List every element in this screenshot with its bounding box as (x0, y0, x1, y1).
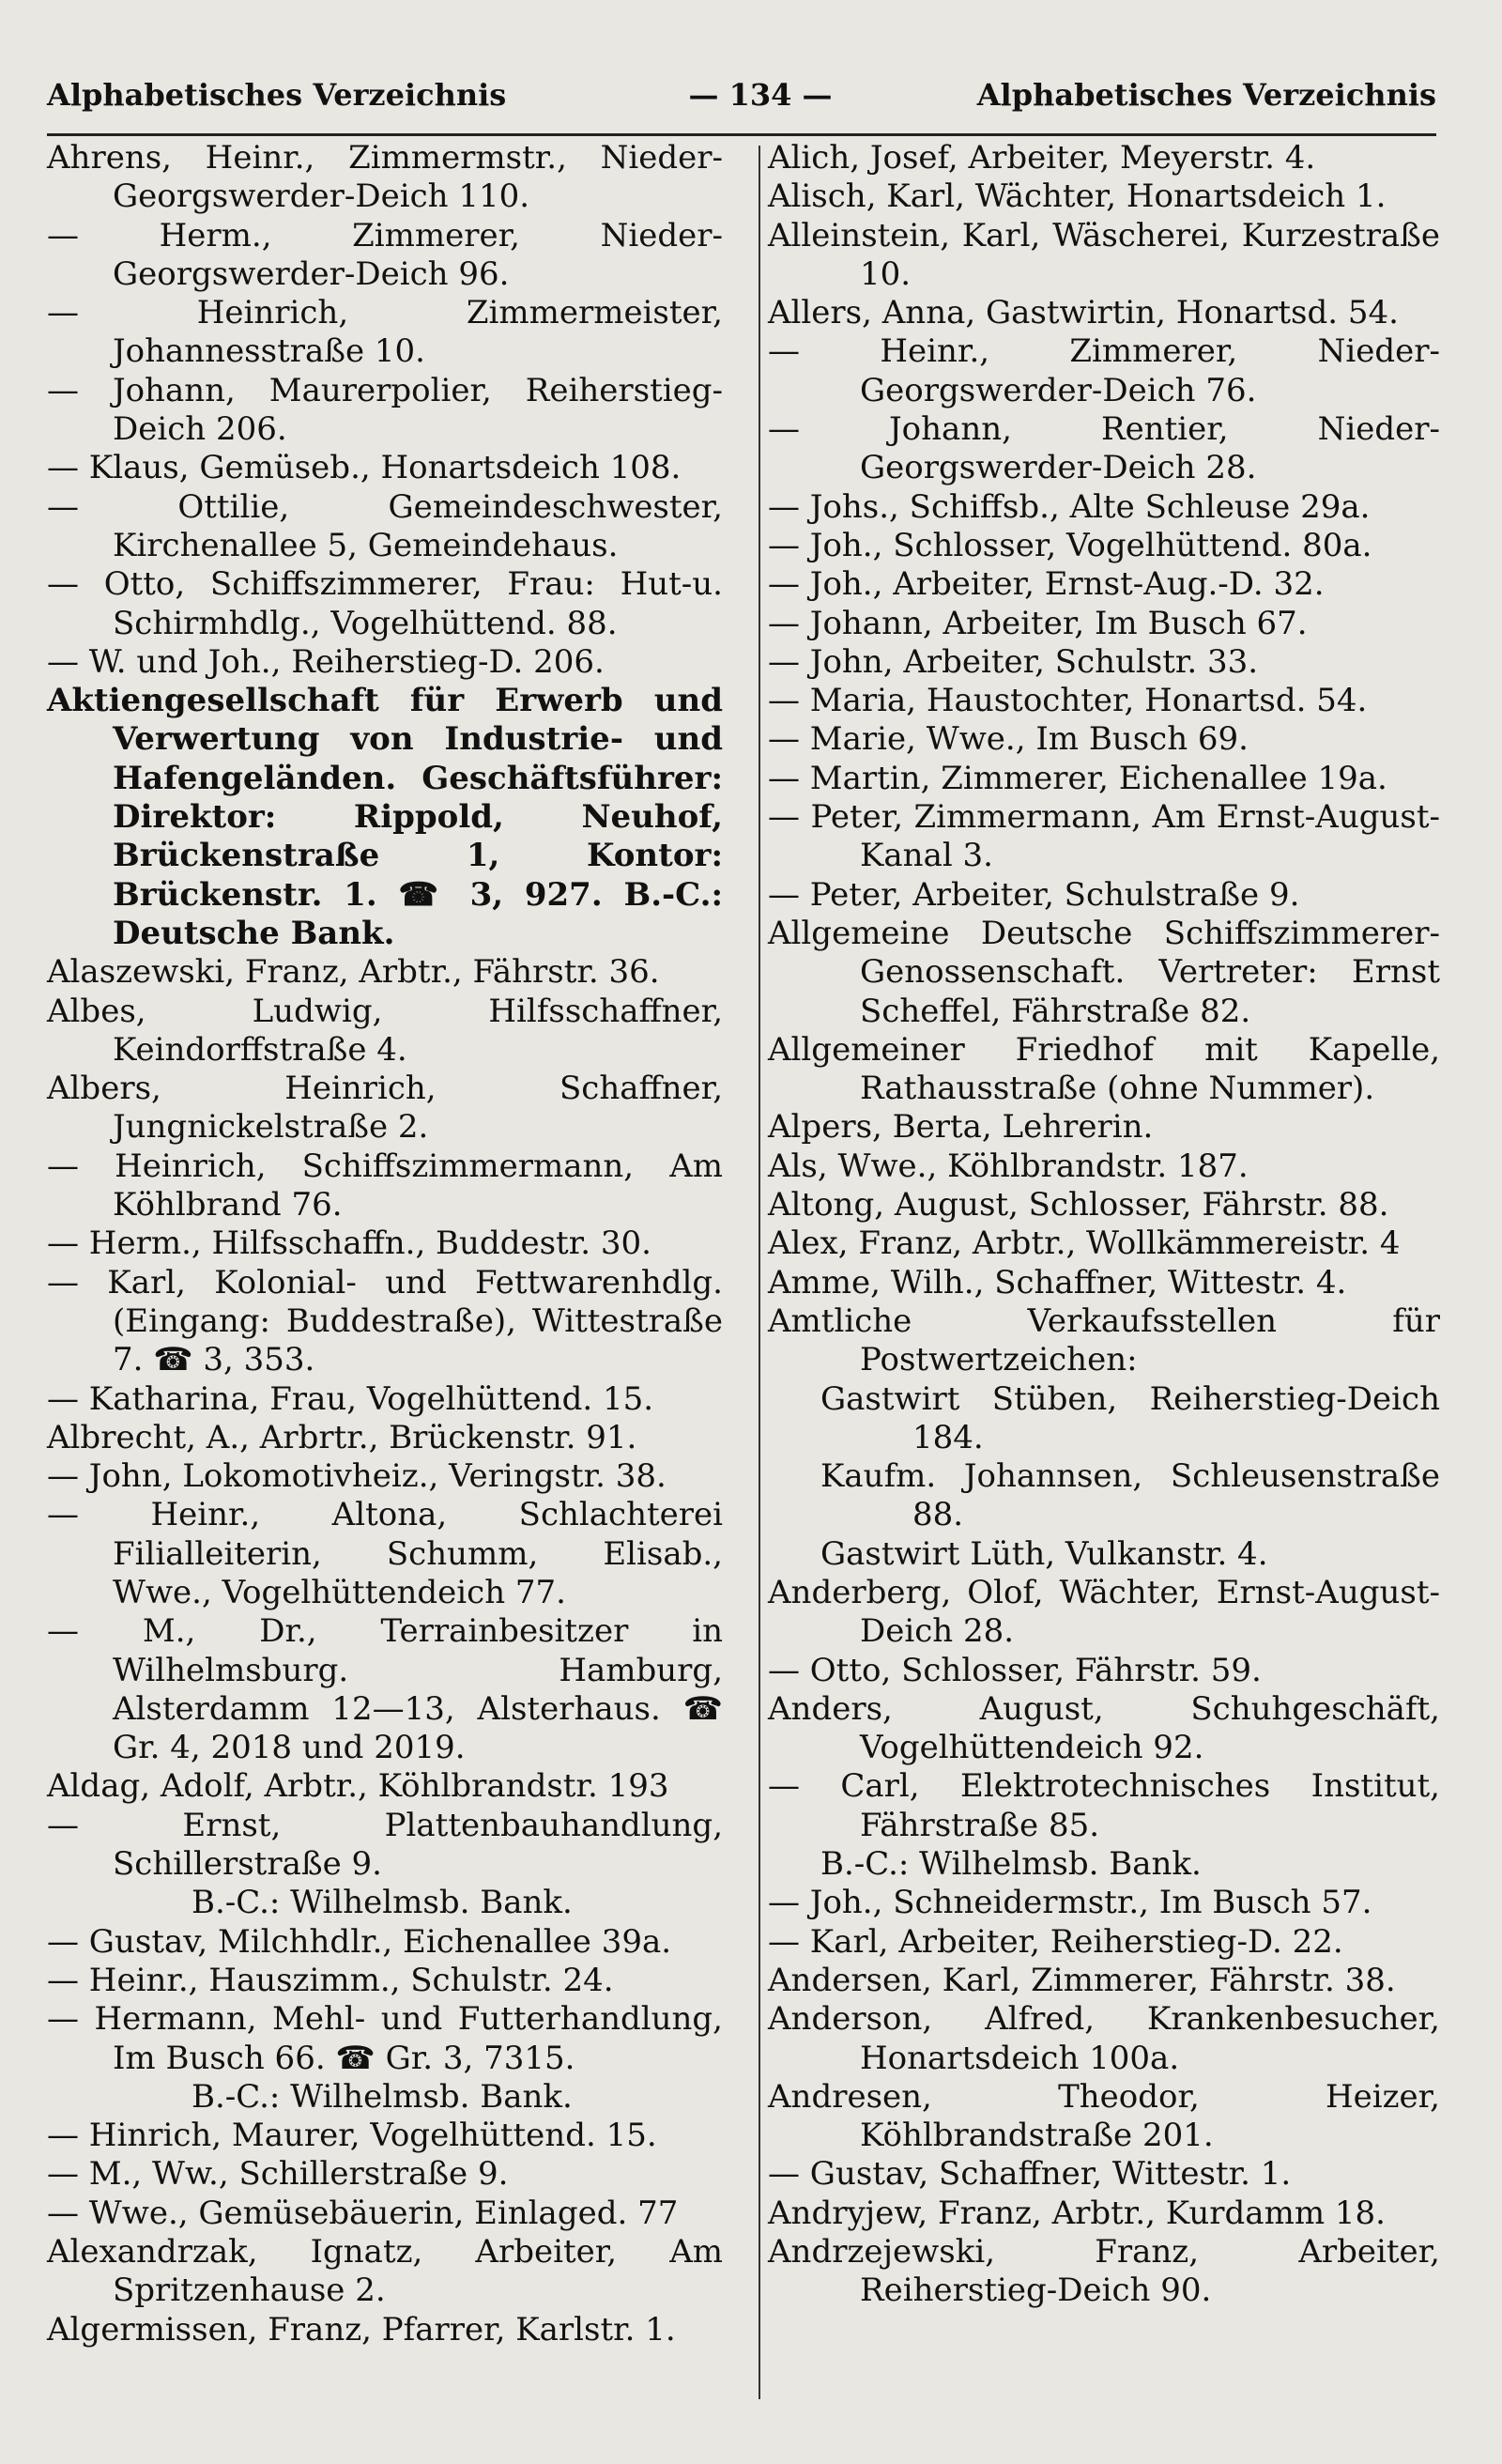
entry: — Peter, Arbeiter, Schulstraße 9. (768, 875, 1300, 914)
entry: — W. und Joh., Reiherstieg-D. 206. (47, 642, 605, 681)
entry: Alex, Franz, Arbtr., Wollkämmereistr. 4 (768, 1224, 1401, 1263)
entry: Albrecht, A., Arbrtr., Brückenstr. 91. (47, 1418, 637, 1456)
entry: Alaszewski, Franz, Arbtr., Fährstr. 36. (47, 953, 660, 992)
entry: Amtliche Verkaufsstellen für Postwertzeichen: (768, 1301, 1440, 1379)
entry: — Hermann, Mehl- und Futterhandlung, Im Busch 66. ☎ Gr. 3, 7315. (47, 2000, 723, 2077)
entry: Ahrens, Heinr., Zimmermstr., Nieder-Georgswerder-Deich 110. (47, 139, 723, 216)
entry-sub: B.-C.: Wilhelmsb. Bank. (820, 1845, 1202, 1884)
entry: — Joh., Arbeiter, Ernst-Aug.-D. 32. (768, 565, 1325, 604)
entry: — M., Ww., Schillerstraße 9. (47, 2155, 509, 2194)
entry: — Marie, Wwe., Im Busch 69. (768, 720, 1249, 759)
page-header (47, 77, 1436, 133)
entry: — Gustav, Schaffner, Wittestr. 1. (768, 2155, 1292, 2194)
entry: — Ottilie, Gemeindeschwester, Kirchenallee 5, Gemeindehaus. (47, 487, 723, 564)
entry: — John, Arbeiter, Schulstr. 33. (768, 642, 1259, 681)
entry: Altong, August, Schlosser, Fährstr. 88. (768, 1186, 1389, 1224)
header-left-title: Alphabetisches Verzeichnis (47, 77, 507, 113)
entry: Alexandrzak, Ignatz, Arbeiter, Am Spritzenhause 2. (47, 2233, 723, 2310)
entry: Andresen, Theodor, Heizer, Köhlbrandstraße 201. (768, 2077, 1440, 2155)
entry: — Katharina, Frau, Vogelhüttend. 15. (47, 1379, 654, 1418)
entry: — Johann, Arbeiter, Im Busch 67. (768, 604, 1308, 642)
entry-company: Aktiengesellschaft für Erwerb und Verwertung von Industrie- und Hafengeländen. Geschäftsführer: Direktor: Rippold, Neuhof, Brückenstraße 1, Kontor: Brückenstr. 1. ☎ 3, 927. B.-C.: Deutsche Bank. (47, 682, 723, 952)
entry: Allgemeine Deutsche Schiffszimmerer-Genossenschaft. Vertreter: Ernst Scheffel, Fährstraße 82. (768, 914, 1440, 1030)
entry: Allgemeiner Friedhof mit Kapelle, Rathausstraße (ohne Nummer). (768, 1030, 1440, 1108)
right-column (768, 139, 1440, 2311)
entry: — Heinr., Hauszimm., Schulstr. 24. (47, 1961, 614, 1999)
entry: — Johann, Maurerpolier, Reiherstieg-Deich 206. (47, 371, 723, 449)
entry: Albes, Ludwig, Hilfsschaffner, Keindorffstraße 4. (47, 992, 723, 1069)
entry: Alleinstein, Karl, Wäscherei, Kurzestraße 10. (768, 216, 1440, 293)
entry: Andrzejewski, Franz, Arbeiter, Reiherstieg-Deich 90. (768, 2233, 1440, 2310)
entry: — Ernst, Plattenbauhandlung, Schillerstraße 9. (47, 1806, 723, 1884)
entry: — Joh., Schneidermstr., Im Busch 57. (768, 1884, 1372, 1922)
entry: Alpers, Berta, Lehrerin. (768, 1108, 1154, 1147)
entry: — John, Lokomotivheiz., Veringstr. 38. (47, 1457, 667, 1496)
entry: — Johs., Schiffsb., Alte Schleuse 29a. (768, 487, 1371, 526)
entry: — Johann, Rentier, Nieder-Georgswerder-Deich 28. (768, 410, 1440, 487)
entry-sub: Gastwirt Stüben, Reiherstieg-Deich 184. (820, 1379, 1440, 1456)
entry: — Heinr., Altona, Schlachterei Filialleiterin, Schumm, Elisab., Wwe., Vogelhüttendeich 77. (47, 1496, 723, 1611)
entry: — Martin, Zimmerer, Eichenallee 19a. (768, 759, 1387, 797)
entry: — Heinrich, Schiffszimmermann, Am Köhlbrand 76. (47, 1147, 723, 1224)
entry: — Joh., Schlosser, Vogelhüttend. 80a. (768, 526, 1372, 564)
entry: — Hinrich, Maurer, Vogelhüttend. 15. (47, 2117, 657, 2155)
entry: Anderson, Alfred, Krankenbesucher, Honartsdeich 100a. (768, 2000, 1440, 2077)
entry: Andryjew, Franz, Arbtr., Kurdamm 18. (768, 2194, 1386, 2232)
entry: Algermissen, Franz, Pfarrer, Karlstr. 1. (47, 2310, 676, 2348)
entry: — Herm., Hilfsschaffn., Buddestr. 30. (47, 1224, 651, 1263)
entry-sub: Gastwirt Lüth, Vulkanstr. 4. (820, 1534, 1268, 1573)
entry: — M., Dr., Terrainbesitzer in Wilhelmsburg. Hamburg, Alsterdamm 12—13, Alsterhaus. ☎ Gr. 4, 2018 und 2019. (47, 1612, 723, 1767)
header-right-title: Alphabetisches Verzeichnis (976, 77, 1436, 113)
left-column (47, 139, 723, 2349)
entry: — Maria, Haustochter, Honartsd. 54. (768, 682, 1368, 720)
entry: — Wwe., Gemüsebäuerin, Einlaged. 77 (47, 2194, 679, 2232)
entry: Alich, Josef, Arbeiter, Meyerstr. 4. (768, 139, 1316, 177)
entry: Aldag, Adolf, Arbtr., Köhlbrandstr. 193 (47, 1767, 669, 1806)
entry: — Otto, Schiffszimmerer, Frau: Hut-u. Schirmhdlg., Vogelhüttend. 88. (47, 565, 723, 642)
entry-sub: B.-C.: Wilhelmsb. Bank. (192, 1884, 573, 1922)
entry: — Heinr., Zimmerer, Nieder-Georgswerder-Deich 76. (768, 332, 1440, 409)
entry: — Carl, Elektrotechnisches Institut, Fährstraße 85. (768, 1767, 1440, 1844)
entry: Als, Wwe., Köhlbrandstr. 187. (768, 1147, 1249, 1185)
page-number: — 134 — (688, 77, 833, 113)
entry: — Herm., Zimmerer, Nieder-Georgswerder-Deich 96. (47, 216, 723, 293)
entry-sub: B.-C.: Wilhelmsb. Bank. (192, 2077, 573, 2116)
entry: Anderberg, Olof, Wächter, Ernst-August-Deich 28. (768, 1573, 1440, 1651)
entry: Andersen, Karl, Zimmerer, Fährstr. 38. (768, 1961, 1396, 1999)
entry: Allers, Anna, Gastwirtin, Honartsd. 54. (768, 294, 1399, 332)
entry: — Otto, Schlosser, Fährstr. 59. (768, 1651, 1262, 1689)
entry: — Karl, Arbeiter, Reiherstieg-D. 22. (768, 1922, 1343, 1961)
entry: Albers, Heinrich, Schaffner, Jungnickelstraße 2. (47, 1070, 723, 1147)
entry: — Klaus, Gemüseb., Honartsdeich 108. (47, 449, 682, 487)
entry: Anders, August, Schuhgeschäft, Vogelhüttendeich 92. (768, 1689, 1440, 1767)
entry: — Gustav, Milchhdlr., Eichenallee 39a. (47, 1922, 672, 1961)
header-rule (47, 133, 1436, 136)
entry-sub: Kaufm. Johannsen, Schleusenstraße 88. (820, 1457, 1440, 1534)
entry: Alisch, Karl, Wächter, Honartsdeich 1. (768, 177, 1387, 216)
entry: — Peter, Zimmermann, Am Ernst-August-Kanal 3. (768, 798, 1440, 875)
entry: — Heinrich, Zimmermeister, Johannesstraße 10. (47, 294, 723, 371)
entry: — Karl, Kolonial- und Fettwarenhdlg. (Eingang: Buddestraße), Wittestraße 7. ☎ 3, 353. (47, 1263, 723, 1379)
column-divider (759, 146, 760, 2399)
entry: Amme, Wilh., Schaffner, Wittestr. 4. (768, 1263, 1347, 1301)
